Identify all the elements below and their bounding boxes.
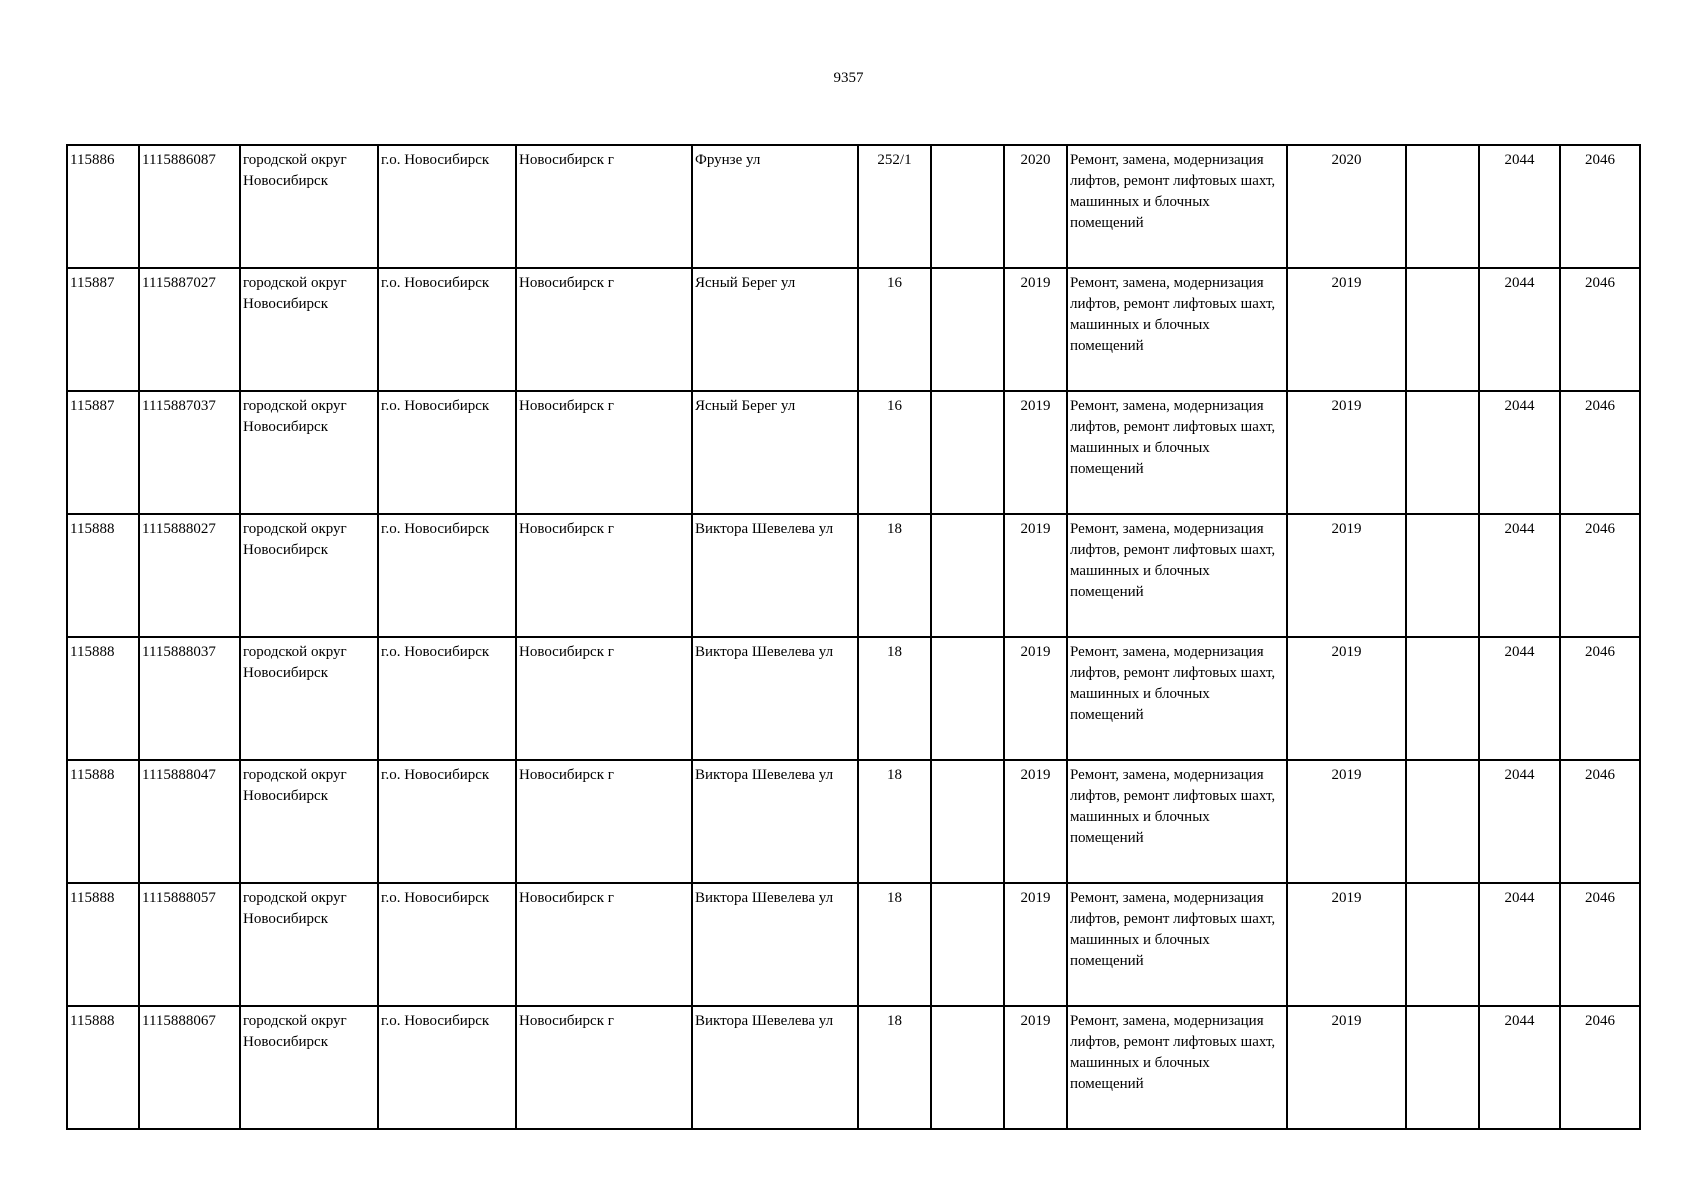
row-work-year: 2019 — [1287, 268, 1406, 391]
row-empty-cell — [1406, 883, 1479, 1006]
row-house-number: 18 — [858, 1006, 931, 1129]
row-municipality: г.о. Новосибирск — [378, 514, 516, 637]
row-street: Виктора Шевелева ул — [692, 883, 858, 1006]
row-year: 2019 — [1004, 1006, 1067, 1129]
row-empty-cell — [1406, 145, 1479, 268]
row-municipality: г.о. Новосибирск — [378, 391, 516, 514]
row-work-type: Ремонт, замена, модернизация лифтов, ремонт лифтовых шахт, машинных и блочных помещений — [1067, 760, 1287, 883]
row-code: 115888 — [67, 1006, 139, 1129]
row-code: 115888 — [67, 637, 139, 760]
row-period-start: 2044 — [1479, 145, 1560, 268]
registry-body — [67, 145, 1640, 1129]
row-empty-cell — [931, 1006, 1004, 1129]
row-period-start: 2044 — [1479, 268, 1560, 391]
row-work-type: Ремонт, замена, модернизация лифтов, ремонт лифтовых шахт, машинных и блочных помещений — [1067, 637, 1287, 760]
page-number: 9357 — [833, 70, 864, 86]
row-municipality: г.о. Новосибирск — [378, 760, 516, 883]
row-house-number: 18 — [858, 514, 931, 637]
row-work-year: 2019 — [1287, 883, 1406, 1006]
row-district: городской округ Новосибирск — [240, 145, 378, 268]
row-period-end: 2046 — [1560, 883, 1640, 1006]
table-row — [67, 760, 1640, 883]
table-row — [67, 1006, 1640, 1129]
row-work-type: Ремонт, замена, модернизация лифтов, ремонт лифтовых шахт, машинных и блочных помещений — [1067, 883, 1287, 1006]
row-municipality: г.о. Новосибирск — [378, 883, 516, 1006]
row-period-start: 2044 — [1479, 883, 1560, 1006]
row-year: 2019 — [1004, 268, 1067, 391]
row-work-type: Ремонт, замена, модернизация лифтов, ремонт лифтовых шахт, машинных и блочных помещений — [1067, 1006, 1287, 1129]
row-code: 115886 — [67, 145, 139, 268]
row-street: Виктора Шевелева ул — [692, 514, 858, 637]
row-house-number: 16 — [858, 268, 931, 391]
row-locality: Новосибирск г — [516, 391, 692, 514]
row-house-number: 252/1 — [858, 145, 931, 268]
row-id: 1115886087 — [139, 145, 240, 268]
row-code: 115888 — [67, 760, 139, 883]
row-house-number: 18 — [858, 637, 931, 760]
row-district: городской округ Новосибирск — [240, 1006, 378, 1129]
row-locality: Новосибирск г — [516, 145, 692, 268]
row-house-number: 18 — [858, 883, 931, 1006]
row-year: 2019 — [1004, 514, 1067, 637]
row-house-number: 18 — [858, 760, 931, 883]
row-year: 2019 — [1004, 391, 1067, 514]
row-empty-cell — [1406, 514, 1479, 637]
row-work-year: 2019 — [1287, 391, 1406, 514]
row-id: 1115888057 — [139, 883, 240, 1006]
row-empty-cell — [1406, 391, 1479, 514]
row-id: 1115888027 — [139, 514, 240, 637]
row-locality: Новосибирск г — [516, 883, 692, 1006]
row-id: 1115887027 — [139, 268, 240, 391]
row-empty-cell — [1406, 637, 1479, 760]
row-period-end: 2046 — [1560, 637, 1640, 760]
row-period-end: 2046 — [1560, 268, 1640, 391]
row-locality: Новосибирск г — [516, 514, 692, 637]
row-work-type: Ремонт, замена, модернизация лифтов, ремонт лифтовых шахт, машинных и блочных помещений — [1067, 514, 1287, 637]
row-locality: Новосибирск г — [516, 760, 692, 883]
row-period-start: 2044 — [1479, 637, 1560, 760]
row-empty-cell — [931, 637, 1004, 760]
row-id: 1115887037 — [139, 391, 240, 514]
row-period-end: 2046 — [1560, 1006, 1640, 1129]
table-row — [67, 637, 1640, 760]
row-locality: Новосибирск г — [516, 268, 692, 391]
row-period-start: 2044 — [1479, 1006, 1560, 1129]
row-empty-cell — [931, 145, 1004, 268]
row-empty-cell — [931, 760, 1004, 883]
row-municipality: г.о. Новосибирск — [378, 637, 516, 760]
row-empty-cell — [931, 514, 1004, 637]
table-row — [67, 391, 1640, 514]
row-empty-cell — [1406, 268, 1479, 391]
table-row — [67, 145, 1640, 268]
row-street: Ясный Берег ул — [692, 268, 858, 391]
row-district: городской округ Новосибирск — [240, 760, 378, 883]
row-district: городской округ Новосибирск — [240, 637, 378, 760]
row-id: 1115888047 — [139, 760, 240, 883]
table-row — [67, 883, 1640, 1006]
table-row — [67, 268, 1640, 391]
row-period-end: 2046 — [1560, 514, 1640, 637]
row-code: 115888 — [67, 883, 139, 1006]
row-period-start: 2044 — [1479, 760, 1560, 883]
row-district: городской округ Новосибирск — [240, 514, 378, 637]
row-empty-cell — [931, 391, 1004, 514]
row-work-type: Ремонт, замена, модернизация лифтов, ремонт лифтовых шахт, машинных и блочных помещений — [1067, 268, 1287, 391]
row-empty-cell — [1406, 760, 1479, 883]
row-street: Фрунзе ул — [692, 145, 858, 268]
row-period-end: 2046 — [1560, 145, 1640, 268]
row-municipality: г.о. Новосибирск — [378, 268, 516, 391]
row-empty-cell — [931, 883, 1004, 1006]
row-empty-cell — [1406, 1006, 1479, 1129]
row-work-year: 2020 — [1287, 145, 1406, 268]
row-year: 2019 — [1004, 760, 1067, 883]
row-district: городской округ Новосибирск — [240, 883, 378, 1006]
row-municipality: г.о. Новосибирск — [378, 145, 516, 268]
row-year: 2020 — [1004, 145, 1067, 268]
row-district: городской округ Новосибирск — [240, 391, 378, 514]
row-empty-cell — [931, 268, 1004, 391]
registry-table — [66, 144, 1641, 1130]
row-id: 1115888067 — [139, 1006, 240, 1129]
row-street: Виктора Шевелева ул — [692, 637, 858, 760]
row-period-start: 2044 — [1479, 514, 1560, 637]
row-code: 115888 — [67, 514, 139, 637]
row-street: Виктора Шевелева ул — [692, 1006, 858, 1129]
row-work-type: Ремонт, замена, модернизация лифтов, ремонт лифтовых шахт, машинных и блочных помещений — [1067, 145, 1287, 268]
row-municipality: г.о. Новосибирск — [378, 1006, 516, 1129]
row-locality: Новосибирск г — [516, 637, 692, 760]
row-period-end: 2046 — [1560, 391, 1640, 514]
row-code: 115887 — [67, 391, 139, 514]
row-house-number: 16 — [858, 391, 931, 514]
row-code: 115887 — [67, 268, 139, 391]
table-row — [67, 514, 1640, 637]
row-street: Ясный Берег ул — [692, 391, 858, 514]
row-period-start: 2044 — [1479, 391, 1560, 514]
row-work-year: 2019 — [1287, 760, 1406, 883]
row-year: 2019 — [1004, 637, 1067, 760]
row-work-year: 2019 — [1287, 1006, 1406, 1129]
row-period-end: 2046 — [1560, 760, 1640, 883]
row-district: городской округ Новосибирск — [240, 268, 378, 391]
row-year: 2019 — [1004, 883, 1067, 1006]
row-locality: Новосибирск г — [516, 1006, 692, 1129]
row-id: 1115888037 — [139, 637, 240, 760]
row-street: Виктора Шевелева ул — [692, 760, 858, 883]
row-work-type: Ремонт, замена, модернизация лифтов, ремонт лифтовых шахт, машинных и блочных помещений — [1067, 391, 1287, 514]
row-work-year: 2019 — [1287, 637, 1406, 760]
row-work-year: 2019 — [1287, 514, 1406, 637]
